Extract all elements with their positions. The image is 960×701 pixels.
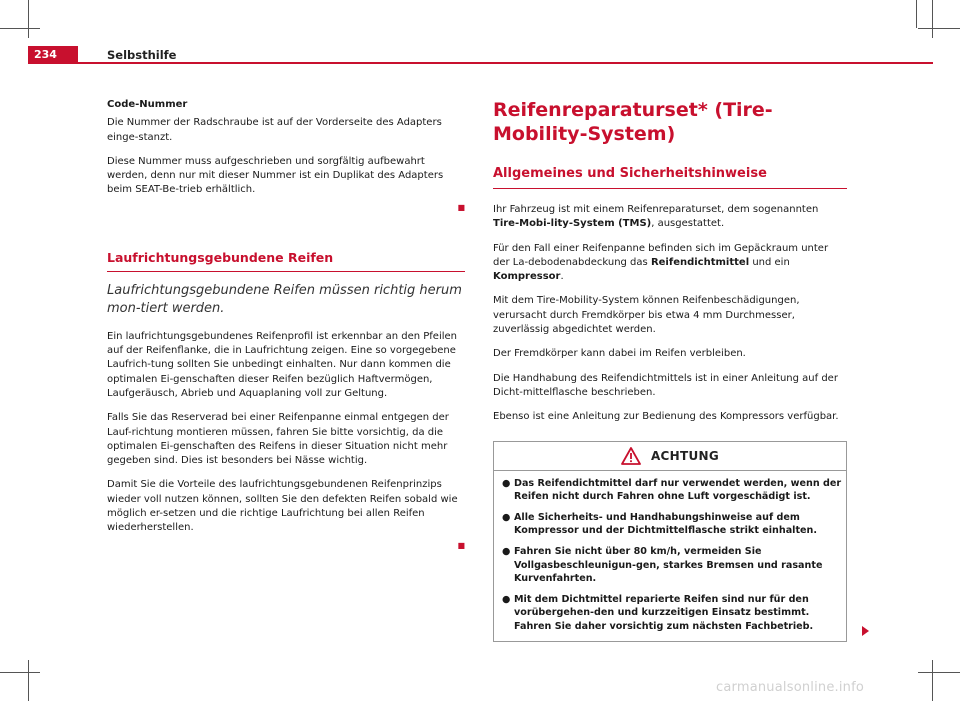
paragraph: Diese Nummer muss aufgeschrieben und sorgfältig aufbewahrt werden, denn nur mit dieser Nummer ist ein Duplikat des Adapters beim SEAT-Be-trieb erhältlich. (107, 155, 444, 196)
warning-item (502, 545, 842, 586)
crop-mark (932, 0, 933, 38)
paragraph: Die Handhabung des Reifendichtmittels ist in einer Anleitung auf der Dicht-mittelflasche beschrieben. (493, 372, 838, 398)
crop-mark (916, 0, 917, 28)
continue-arrow-icon (862, 626, 869, 636)
chapter-title: Selbsthilfe (107, 48, 177, 62)
warning-item (502, 593, 842, 634)
bullet: ● (502, 545, 511, 557)
paragraph: Mit dem Tire-Mobility-System können Reifenbeschädigungen, verursacht durch Fremdkörper bis etwa 4 mm Durchmesser, zuverlässig abgedichtet werden. (493, 295, 800, 336)
paragraph: Die Nummer der Radschraube ist auf der Vorderseite des Adapters einge-stanzt. (107, 117, 442, 143)
sub-title: Allgemeines und Sicherheitshinweise (493, 166, 847, 189)
crop-mark (0, 28, 40, 29)
warning-triangle-icon (621, 447, 641, 465)
text-run: Ihr Fahrzeug ist mit einem Reifenreparaturset, dem sogenannten (493, 204, 819, 215)
lead-text: Laufrichtungsgebundene Reifen müssen richtig herum mon-tiert werden. (107, 282, 462, 316)
code-number-label: Code-Nummer (107, 99, 188, 110)
bullet: ● (502, 511, 511, 523)
text-run: Für den Fall einer Reifenpanne befinden sich im Gepäckraum unter der La-debodenabdeckung das (493, 242, 829, 268)
crop-mark (28, 660, 29, 701)
warning-item (502, 511, 842, 538)
header-rule (28, 62, 933, 64)
paragraph: Der Fremdkörper kann dabei im Reifen verbleiben. (493, 348, 746, 360)
crop-mark (0, 672, 40, 673)
paragraph: Damit Sie die Vorteile des laufrichtungsgebundenen Reifenprinzips wieder voll nutzen können, sollten Sie den defekten Reifen sobald wie möglich er-setzen und die richtige Laufrichtung bei allen Reifen wiederherstellen. (107, 479, 458, 534)
paragraph: Falls Sie das Reserverad bei einer Reifenpanne einmal entgegen der Lauf-richtung montieren müssen, fahren Sie bitte vorsichtig, da die optimalen Ei-genschaften des Reifens in dieser Situation nicht mehr gegeben sind. Dies ist besonders bei Nässe wichtig. (107, 412, 449, 467)
bold-term: Kompressor (493, 271, 561, 283)
bold-term: Tire-Mobi-lity-System (TMS) (493, 218, 652, 230)
paragraph: Ebenso ist eine Anleitung zur Bedienung des Kompressors verfügbar. (493, 411, 839, 423)
warning-item (502, 477, 842, 504)
text-run: und ein (749, 256, 790, 268)
crop-mark (918, 672, 960, 673)
left-column (107, 98, 465, 550)
warning-box (493, 441, 847, 642)
main-title: Reifenreparaturset* (Tire-Mobility-System) (493, 99, 773, 145)
warning-body (494, 471, 846, 634)
end-square-icon: ■ (457, 202, 465, 212)
text-run: . (560, 271, 564, 283)
page-number: 234 (28, 46, 78, 64)
crop-mark (932, 660, 933, 701)
crop-mark (918, 28, 960, 29)
warning-item-text: Das Reifendichtmittel darf nur verwendet werden, wenn der Reifen nicht durch Fahren ohne Luft vorgeschädigt ist. (514, 477, 842, 503)
warning-item-text: Fahren Sie nicht über 80 km/h, vermeiden Sie Vollgasbeschleunigun-gen, starkes Bremsen und rasante Kurvenfahrten. (514, 545, 823, 585)
warning-header (494, 442, 846, 471)
warning-box-wrapper (493, 441, 847, 642)
text-run: , ausgestattet. (651, 218, 725, 230)
crop-mark (28, 0, 29, 38)
bullet: ● (502, 477, 511, 489)
section-heading: Laufrichtungsgebundene Reifen (107, 250, 465, 272)
paragraph: Ein laufrichtungsgebundenes Reifenprofil ist erkennbar an den Pfeilen auf der Reifenflanke, die in Laufrichtung zeigen. Eine so vorgegebene Laufrich-tung sollten Sie unbedingt einhalten. Nur dann kommen die optimalen Ei-genschaften dieser Reifen bezüglich Haftvermögen, Laufgeräusch, Abrieb und Aquaplaning voll zur Geltung. (107, 330, 458, 399)
warning-item-text: Alle Sicherheits- und Handhabungshinweise auf dem Kompressor und der Dichtmittelflasche strikt einhalten. (514, 511, 818, 537)
paragraph (493, 203, 847, 232)
end-square-icon: ■ (457, 540, 465, 550)
warning-title: ACHTUNG (650, 448, 720, 463)
watermark: carmanualsonline.info (716, 680, 865, 695)
warning-item-text: Mit dem Dichtmittel reparierte Reifen sind nur für den vorübergehen-den und kurzzeitigen Einsatz bestimmt. Fahren Sie daher vorsichtig zum nächsten Fachbetrieb. (514, 593, 814, 632)
bullet: ● (502, 593, 511, 605)
paragraph (493, 242, 847, 285)
bold-term: Reifendichtmittel (650, 256, 750, 268)
right-column (493, 98, 847, 642)
